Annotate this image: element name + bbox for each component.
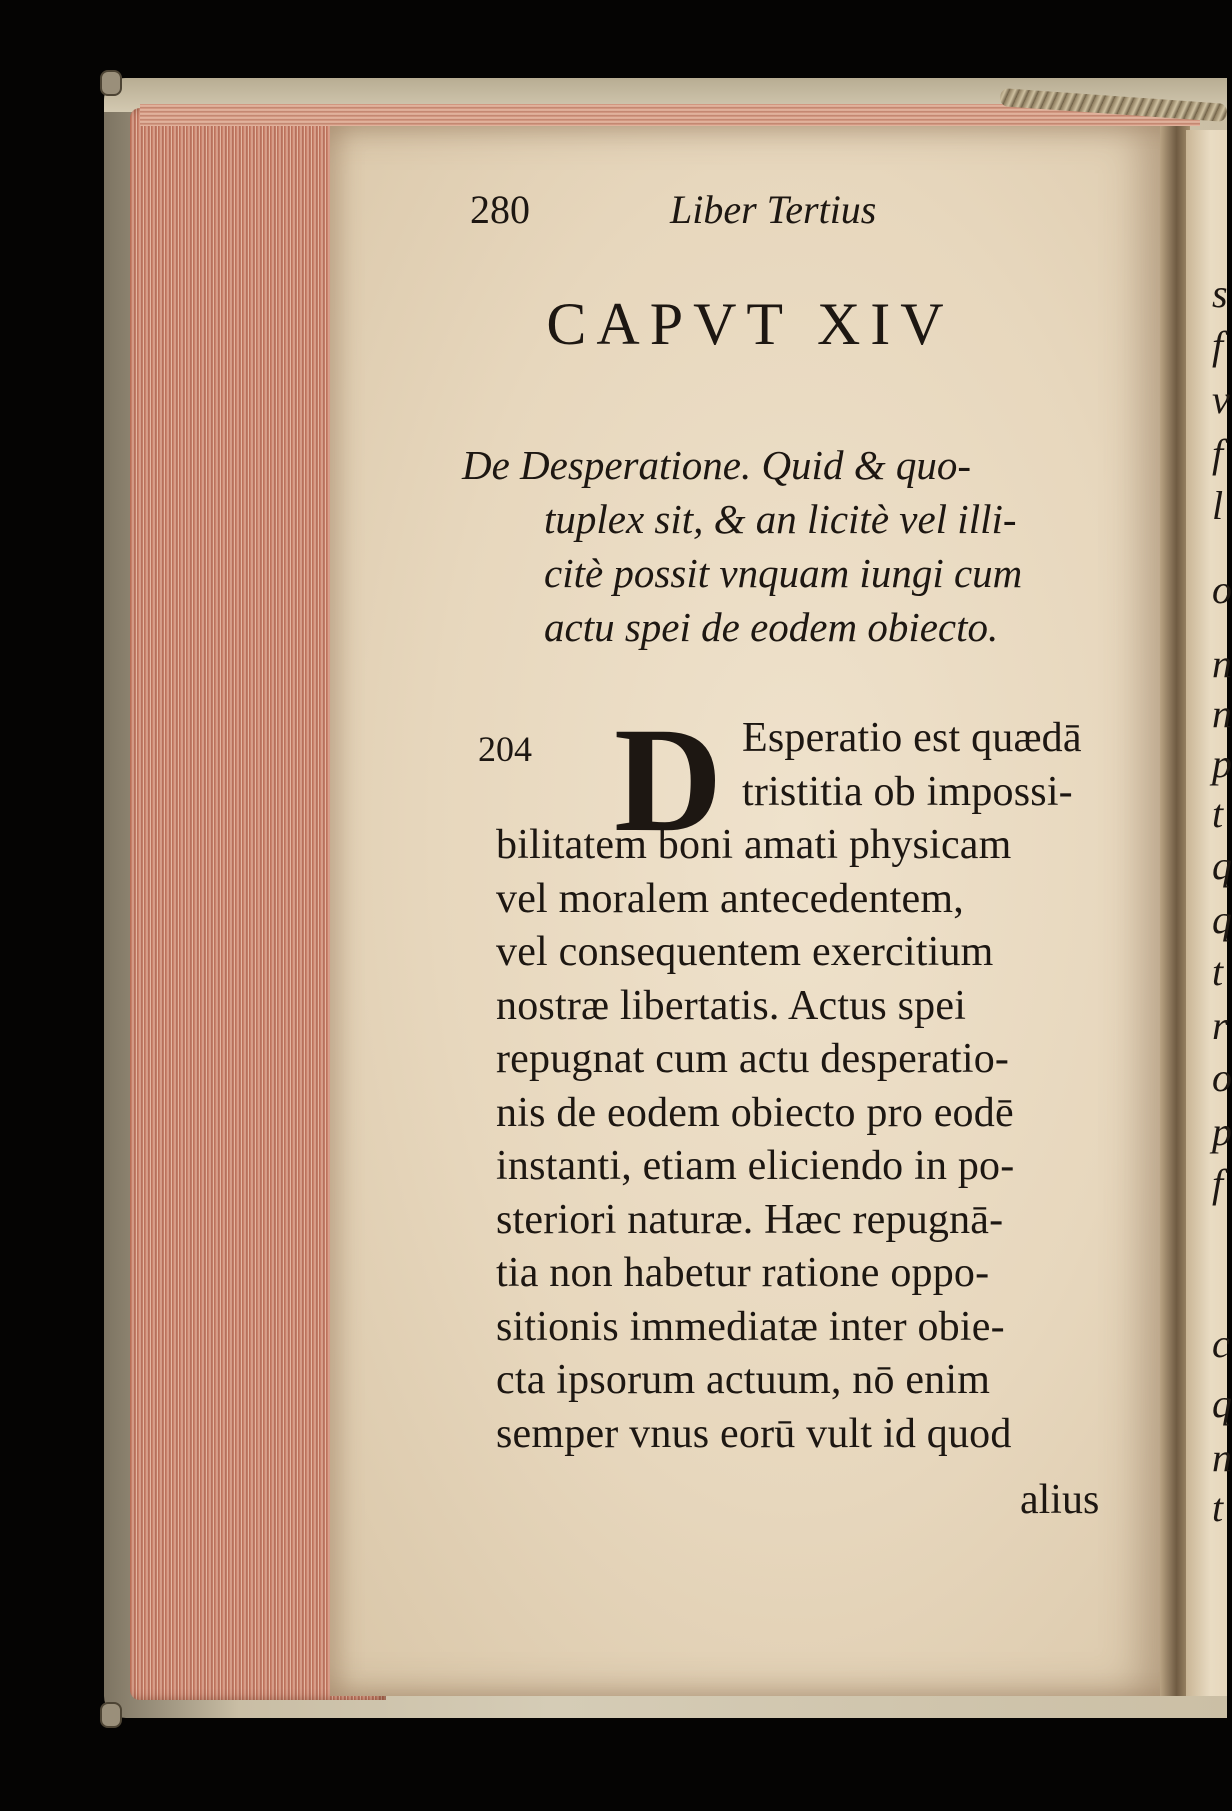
body-line: instanti, etiam eliciendo in po-: [496, 1143, 1015, 1189]
facing-page-fragment: n: [1212, 641, 1232, 686]
page-number: 280: [470, 187, 530, 232]
facing-page-fragment: c: [1212, 1321, 1230, 1366]
drop-cap: D: [614, 697, 723, 863]
facing-page-fragment: q: [1212, 843, 1232, 888]
top-clasp: [100, 70, 122, 96]
facing-page-fragment: n: [1212, 1435, 1232, 1480]
facing-page-fragment: q: [1212, 897, 1232, 942]
facing-page-fragment: t: [1212, 791, 1224, 836]
bottom-clasp: [100, 1702, 122, 1728]
chapter-title: CAPVT XIV: [546, 291, 954, 357]
body-line: vel consequentem exercitium: [496, 929, 994, 975]
summary-line: citè possit vnquam iungi cum: [544, 550, 1023, 596]
chapter-summary: [462, 438, 1152, 654]
facing-page-fragment: r: [1212, 1003, 1228, 1048]
body-line: nostræ libertatis. Actus spei: [496, 982, 967, 1029]
body-line: steriori naturæ. Hæc repugnā-: [496, 1196, 1004, 1243]
catchword: alius: [1020, 1477, 1100, 1523]
body-text: [496, 712, 1176, 1461]
facing-page-fragment: l: [1212, 483, 1224, 528]
body-line: Esperatio est quædā: [742, 715, 1082, 761]
summary-line: De Desperatione. Quid & quo-: [462, 442, 971, 488]
facing-page-fragment: s: [1212, 271, 1228, 316]
facing-page-fragment: v: [1212, 377, 1230, 422]
summary-line: tuplex sit, & an licitè vel illi-: [544, 496, 1017, 542]
facing-page-fragment: f: [1212, 1161, 1224, 1206]
body-line: semper vnus eorū vult id quod: [496, 1410, 1012, 1457]
body-line: nis de eodem obiecto pro eodē: [496, 1089, 1014, 1136]
facing-page-fragment: n: [1212, 691, 1232, 736]
facing-page-fragment: o: [1212, 1055, 1232, 1100]
body-line: vel moralem antecedentem,: [496, 875, 964, 922]
facing-page-fragment: p: [1212, 1109, 1232, 1154]
body-line: repugnat cum actu desperatio-: [496, 1036, 1010, 1082]
facing-page-fragment: o: [1212, 567, 1232, 612]
facing-page-fragment: p: [1212, 741, 1232, 786]
facing-page-fragment: q: [1212, 1381, 1232, 1426]
facing-page-fragment: f: [1212, 323, 1224, 368]
facing-page-fragment: f: [1212, 431, 1224, 476]
running-head: Liber Tertius: [670, 187, 877, 232]
marginal-paragraph-number: 204: [478, 729, 532, 769]
summary-line: actu spei de eodem obiecto.: [544, 604, 999, 650]
facing-page-fragment: t: [1212, 949, 1224, 994]
facing-page-fragment: t: [1212, 1485, 1224, 1530]
body-line: tristitia ob impossi-: [742, 768, 1073, 815]
body-line: bilitatem boni amati physicam: [496, 822, 1012, 868]
body-line: sitionis immediatæ inter obie-: [496, 1303, 1005, 1350]
body-line: tia non habetur ratione oppo-: [496, 1250, 990, 1296]
body-line: cta ipsorum actuum, nō enim: [496, 1357, 991, 1403]
